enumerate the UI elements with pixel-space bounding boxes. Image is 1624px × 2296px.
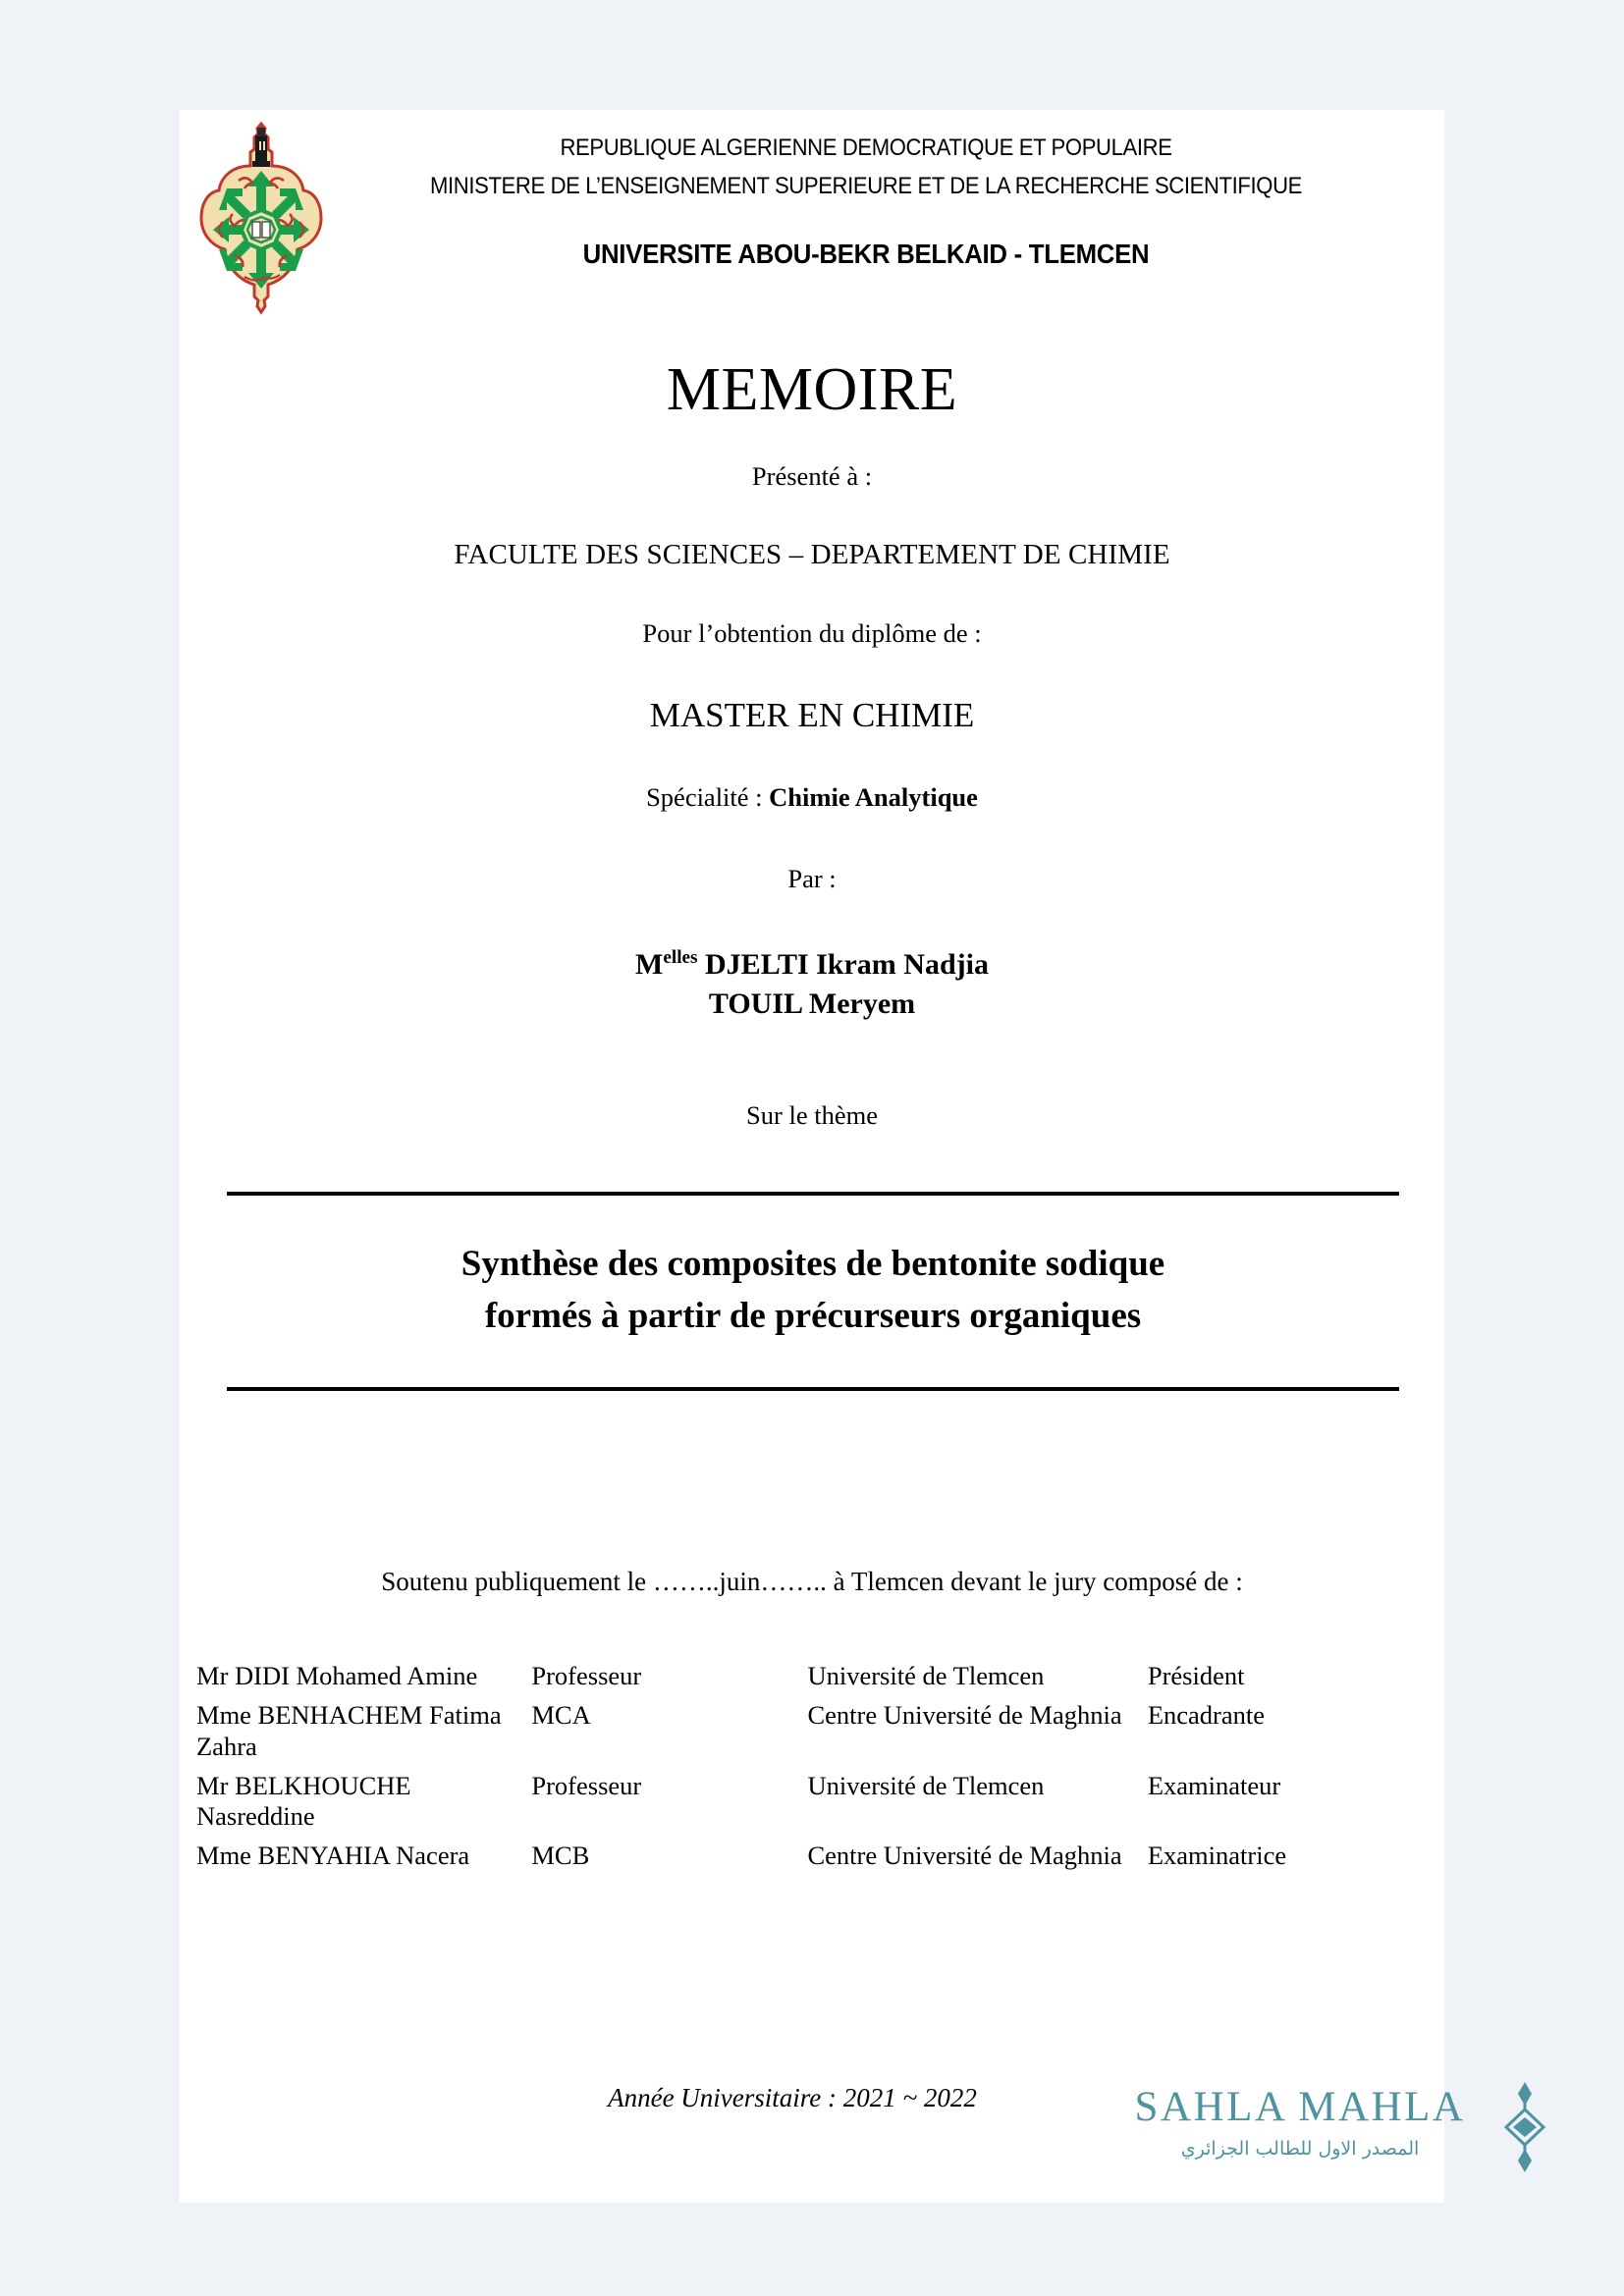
table-row [196,1771,1424,1842]
jury-table [196,1661,1424,1881]
author-line-2: TOUIL Meryem [708,987,916,1020]
thesis-title-line-1: Synthèse des composites de bentonite sodique [460,1244,1165,1284]
degree-purpose-label: Pour l’obtention du diplôme de : [642,618,982,648]
jury-member-role: Président [1147,1661,1245,1690]
faculty-department: FACULTE DES SCIENCES – DEPARTEMENT DE CHIMIE [454,539,1170,570]
table-row [196,1661,1424,1700]
university-crest-logo [199,120,323,316]
jury-member-institution: Centre Université de Maghnia [807,1700,1122,1731]
jury-member-institution: Centre Université de Maghnia [807,1841,1122,1871]
table-row [196,1700,1424,1771]
speciality-label: Spécialité : [646,782,770,812]
author-name-1: DJELTI Ikram Nadjia [697,948,989,981]
table-row [196,1841,1424,1880]
header-line-ministry: MINISTERE DE L’ENSEIGNEMENT SUPERIEURE ET DE LA RECHERCHE SCIENTIFIQUE [429,172,1303,199]
thesis-title-line-2: formés à partir de précurseurs organiques [484,1295,1142,1336]
authors-prefix-superscript: elles [663,947,698,968]
header-university-name: UNIVERSITE ABOU-BEKR BELKAID - TLEMCEN [582,239,1150,270]
watermark-tagline: المصدر الاول للطالب الجزائري [1180,2138,1420,2160]
academic-year: Année Universitaire : 2021 ~ 2022 [608,2083,977,2112]
title-rule-bottom [227,1387,1399,1391]
jury-member-institution: Université de Tlemcen [807,1770,1045,1800]
document-type-heading: MEMOIRE [666,356,958,423]
theme-label: Sur le thème [746,1099,878,1130]
jury-member-grade: Professeur [531,1770,642,1800]
jury-member-name: Mme BENYAHIA Nacera [196,1841,470,1871]
jury-member-grade: MCB [531,1841,590,1871]
authors-block [180,945,1444,1024]
header-line-republic: REPUBLIQUE ALGERIENNE DEMOCRATIQUE ET POPULAIRE [560,134,1172,161]
by-label: Par : [787,864,837,893]
jury-member-name: Mr DIDI Mohamed Amine [196,1661,478,1690]
degree-name: MASTER EN CHIMIE [649,696,975,734]
speciality-value: Chimie Analytique [769,782,978,812]
defense-statement: Soutenu publiquement le ……..juin…….. à Tlemcen devant le jury composé de : [381,1567,1243,1596]
jury-member-name: Mr BELKHOUCHE Nasreddine [196,1770,411,1832]
jury-member-role: Examinatrice [1147,1841,1287,1871]
jury-member-role: Encadrante [1147,1700,1266,1731]
presented-to-label: Présenté à : [751,461,873,491]
speciality-line [180,782,1444,813]
document-header [180,110,1444,270]
watermark-text-group [1113,2086,1487,2160]
jury-member-institution: Université de Tlemcen [807,1661,1045,1690]
document-page [180,110,1444,2203]
jury-member-name: Mme BENHACHEM Fatima Zahra [196,1700,502,1761]
sahla-mahla-watermark [1113,2086,1565,2199]
title-page-body [180,332,1444,1131]
watermark-brand: SAHLA MAHLA [1134,2084,1466,2130]
author-line-1 [180,945,1444,985]
jury-member-role: Examinateur [1147,1770,1281,1800]
thesis-title [227,1196,1399,1387]
jury-member-grade: Professeur [531,1661,642,1690]
thesis-title-block [227,1192,1399,1391]
sahla-mahla-diamond-icon [1494,2080,1555,2183]
authors-prefix: M [635,948,664,981]
jury-member-grade: MCA [531,1700,591,1731]
